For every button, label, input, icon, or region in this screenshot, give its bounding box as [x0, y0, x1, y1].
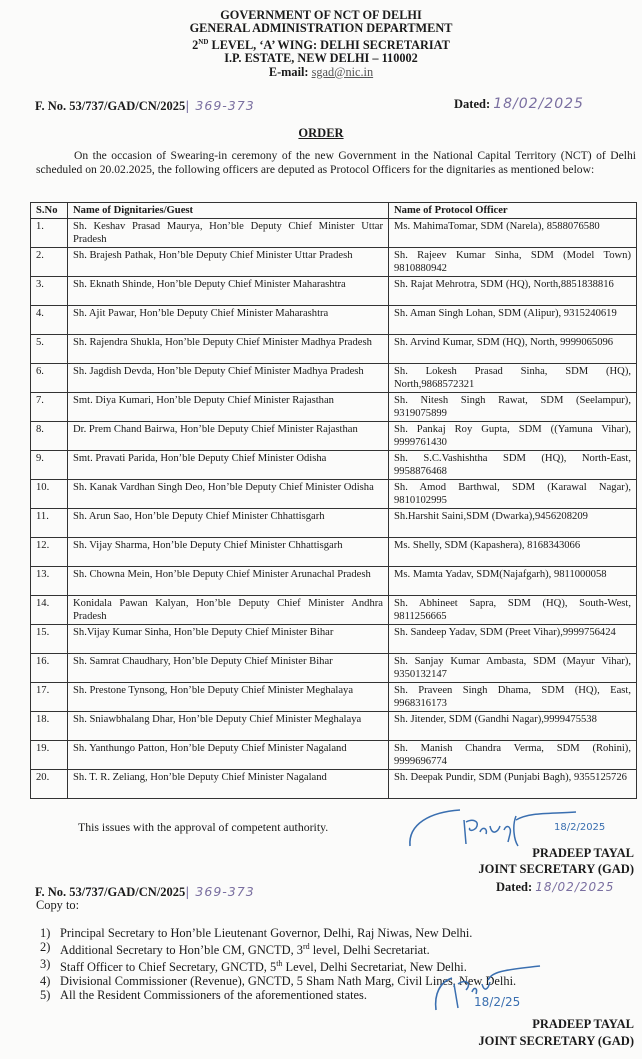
dignitary-cell: Sh. Kanak Vardhan Singh Deo, Hon’ble Deputy Chief Minister Odisha: [68, 480, 389, 509]
dated-line: [454, 96, 584, 112]
officer-cell: Sh. Jitender, SDM (Gandhi Nagar),9999475538: [389, 712, 637, 741]
dignitary-cell: Sh. Yanthungo Patton, Hon’ble Deputy Chief Minister Nagaland: [68, 741, 389, 770]
ordinal-suffix: rd: [302, 942, 310, 951]
sno-cell: 20.: [31, 770, 68, 799]
level-suffix: ND: [198, 37, 209, 46]
officer-cell: Sh. Aman Singh Lohan, SDM (Alipur), 9315240619: [389, 306, 637, 335]
officer-cell: Sh. Praveen Singh Dhama, SDM (HQ), East, 9968316173: [389, 683, 637, 712]
table-row: [31, 683, 637, 712]
signature-icon-2: [430, 962, 570, 1012]
copy-to-label: Copy to:: [36, 898, 80, 912]
copy-item-number: 4): [40, 974, 51, 989]
copy-item: [40, 926, 516, 940]
sno-cell: 7.: [31, 393, 68, 422]
dignitary-cell: Sh. Keshav Prasad Maurya, Hon’ble Deputy Chief Minister Uttar Pradesh: [68, 219, 389, 248]
copy-handwritten-date: 18/02/2025: [535, 880, 615, 894]
sno-cell: 1.: [31, 219, 68, 248]
sno-cell: 9.: [31, 451, 68, 480]
table-body: [31, 219, 637, 799]
officer-cell: Sh. Deepak Pundir, SDM (Punjabi Bagh), 9355125726: [389, 770, 637, 799]
sno-cell: 18.: [31, 712, 68, 741]
order-title: ORDER: [298, 126, 344, 140]
dignitary-cell: Sh. Prestone Tynsong, Hon’ble Deputy Chief Minister Meghalaya: [68, 683, 389, 712]
officer-cell: Sh. Manish Chandra Verma, SDM (Rohini), 9999696774: [389, 741, 637, 770]
officer-cell: Sh. Sandeep Yadav, SDM (Preet Vihar),9999756424: [389, 625, 637, 654]
officer-cell: Sh. Arvind Kumar, SDM (HQ), North, 9999065096: [389, 335, 637, 364]
dignitary-cell: Sh. Samrat Chaudhary, Hon’ble Deputy Chief Minister Bihar: [68, 654, 389, 683]
table-row: [31, 625, 637, 654]
copy-item-number: 5): [40, 988, 51, 1003]
dignitary-cell: Smt. Diya Kumari, Hon’ble Deputy Chief Minister Rajasthan: [68, 393, 389, 422]
table-row: [31, 277, 637, 306]
handwritten-date: 18/02/2025: [493, 96, 584, 112]
copy-item-number: 2): [40, 940, 51, 954]
table-row: [31, 509, 637, 538]
table-row: [31, 248, 637, 277]
officer-cell: Sh.Harshit Saini,SDM (Dwarka),9456208209: [389, 509, 637, 538]
officer-cell: Sh. Nitesh Singh Rawat, SDM (Seelampur), 9319075899: [389, 393, 637, 422]
sno-cell: 11.: [31, 509, 68, 538]
letterhead-government: GOVERNMENT OF NCT OF DELHI: [220, 8, 422, 22]
dignitary-cell: Smt. Pravati Parida, Hon’ble Deputy Chief Minister Odisha: [68, 451, 389, 480]
dignitary-cell: Sh. Brajesh Pathak, Hon’ble Deputy Chief Minister Uttar Pradesh: [68, 248, 389, 277]
table-row: [31, 596, 637, 625]
order-paragraph-text: On the occasion of Swearing-in ceremony of the new Government in the National Capital Territory (NCT) of Delhi scheduled on 20.02.2025, the following officers are deputed as Protocol Officers for the dignitaries as mentioned below:: [36, 149, 636, 176]
table-row: [31, 741, 637, 770]
dignitary-cell: Sh. Rajendra Shukla, Hon’ble Deputy Chief Minister Madhya Pradesh: [68, 335, 389, 364]
order-paragraph: [36, 149, 636, 177]
table-row: [31, 219, 637, 248]
officer-cell: Ms. MahimaTomar, SDM (Narela), 8588076580: [389, 219, 637, 248]
table-row: [31, 422, 637, 451]
signature-date-2: 18/2/25: [474, 995, 521, 1009]
letterhead-city: I.P. ESTATE, NEW DELHI – 110002: [224, 51, 418, 66]
copy-dated-label: Dated:: [496, 880, 533, 894]
signatory-name: PRADEEP TAYAL: [532, 846, 634, 860]
sno-cell: 10.: [31, 480, 68, 509]
officer-cell: Sh. Pankaj Roy Gupta, SDM ((Yamuna Vihar), 9999761430: [389, 422, 637, 451]
copy-signatory-designation: JOINT SECRETARY (GAD): [478, 1034, 634, 1048]
copy-item-text-cont: level, Delhi Secretariat.: [309, 943, 430, 958]
sno-cell: 2.: [31, 248, 68, 277]
header-dignitary: Name of Dignitaries/Guest: [68, 203, 389, 219]
letterhead-department: GENERAL ADMINISTRATION DEPARTMENT: [189, 21, 453, 36]
copy-dated-line: [496, 880, 614, 895]
officer-cell: Sh. Rajat Mehrotra, SDM (HQ), North,8851838816: [389, 277, 637, 306]
handwritten-dispatch-number: | 369-373: [185, 98, 255, 113]
sno-cell: 19.: [31, 741, 68, 770]
copy-item-number: 1): [40, 926, 51, 940]
dignitary-cell: Sh. Chowna Mein, Hon’ble Deputy Chief Minister Arunachal Pradesh: [68, 567, 389, 596]
copy-item-text: Additional Secretary to Hon’ble CM, GNCTD, 3: [60, 943, 303, 958]
signatory-designation: JOINT SECRETARY (GAD): [478, 862, 634, 876]
email-link[interactable]: sgad@nic.in: [311, 64, 374, 79]
sno-cell: 16.: [31, 654, 68, 683]
officer-cell: Sh. Lokesh Prasad Sinha, SDM (HQ), North,9868572321: [389, 364, 637, 393]
signature-icon: [400, 806, 640, 850]
file-number-text: F. No. 53/737/GAD/CN/2025: [35, 99, 186, 113]
level-number: 2: [192, 37, 199, 52]
table-row: [31, 480, 637, 509]
table-row: [31, 654, 637, 683]
sno-cell: 6.: [31, 364, 68, 393]
dignitary-cell: Sh. Arun Sao, Hon’ble Deputy Chief Minister Chhattisgarh: [68, 509, 389, 538]
copy-item-text-cont: Level, Delhi Secretariat, New Delhi.: [282, 960, 467, 975]
officer-cell: Ms. Mamta Yadav, SDM(Najafgarh), 9811000058: [389, 567, 637, 596]
file-number: [35, 98, 255, 114]
dignitary-cell: Sh. Vijay Sharma, Hon’ble Deputy Chief Minister Chhattisgarh: [68, 538, 389, 567]
wing-text: LEVEL, ‘A’ WING: DELHI SECRETARIAT: [208, 37, 450, 52]
copy-signatory-name: PRADEEP TAYAL: [532, 1017, 634, 1031]
approval-text: This issues with the approval of competent authority.: [78, 820, 329, 834]
copy-file-number-text: F. No. 53/737/GAD/CN/2025: [35, 885, 186, 899]
dignitary-cell: Sh. Ajit Pawar, Hon’ble Deputy Chief Minister Maharashtra: [68, 306, 389, 335]
dignitary-cell: Sh. T. R. Zeliang, Hon’ble Deputy Chief Minister Nagaland: [68, 770, 389, 799]
sno-cell: 8.: [31, 422, 68, 451]
table-row: [31, 712, 637, 741]
officer-cell: Sh. S.C.Vashishtha SDM (HQ), North-East, 9958876468: [389, 451, 637, 480]
signature-date: 18/2/2025: [554, 822, 606, 833]
sno-cell: 5.: [31, 335, 68, 364]
letterhead: [0, 9, 642, 79]
table-row: [31, 306, 637, 335]
officer-cell: Sh. Abhineet Sapra, SDM (HQ), South-West, 9811256665: [389, 596, 637, 625]
copy-handwritten-dispatch-number: | 369-373: [185, 884, 255, 899]
dignitary-cell: Sh.Vijay Kumar Sinha, Hon’ble Deputy Chief Minister Bihar: [68, 625, 389, 654]
sno-cell: 3.: [31, 277, 68, 306]
copy-item-text: Staff Officer to Chief Secretary, GNCTD, 5: [60, 960, 277, 975]
table-row: [31, 335, 637, 364]
sno-cell: 17.: [31, 683, 68, 712]
sno-cell: 13.: [31, 567, 68, 596]
officer-cell: Sh. Amod Barthwal, SDM (Karawal Nagar), 9810102995: [389, 480, 637, 509]
table-row: [31, 770, 637, 799]
officer-cell: Sh. Rajeev Kumar Sinha, SDM (Model Town) 9810880942: [389, 248, 637, 277]
dignitary-cell: Sh. Jagdish Devda, Hon’ble Deputy Chief Minister Madhya Pradesh: [68, 364, 389, 393]
email-label: E-mail:: [268, 64, 312, 79]
sno-cell: 14.: [31, 596, 68, 625]
dignitary-cell: Konidala Pawan Kalyan, Hon’ble Deputy Chief Minister Andhra Pradesh: [68, 596, 389, 625]
copy-item: [40, 940, 516, 957]
header-officer: Name of Protocol Officer: [389, 203, 637, 219]
table-row: [31, 364, 637, 393]
copy-item-number: 3): [40, 957, 51, 972]
table-header-row: [31, 203, 637, 219]
officer-cell: Ms. Shelly, SDM (Kapashera), 8168343066: [389, 538, 637, 567]
table-row: [31, 451, 637, 480]
copy-item-text: All the Resident Commissioners of the aforementioned states.: [60, 988, 367, 1003]
ordinal-suffix: th: [276, 959, 283, 969]
sno-cell: 15.: [31, 625, 68, 654]
dignitary-cell: Dr. Prem Chand Bairwa, Hon’ble Deputy Chief Minister Rajasthan: [68, 422, 389, 451]
copy-item-text: Principal Secretary to Hon’ble Lieutenant Governor, Delhi, Raj Niwas, New Delhi.: [60, 926, 473, 940]
copy-item-text: Divisional Commissioner (Revenue), GNCTD, 5 Sham Nath Marg, Civil Lines, New Delhi.: [60, 974, 517, 989]
officer-cell: Sh. Sanjay Kumar Ambasta, SDM (Mayur Vihar), 9350132147: [389, 654, 637, 683]
header-sno: S.No: [31, 203, 68, 219]
table-row: [31, 538, 637, 567]
sno-cell: 12.: [31, 538, 68, 567]
table-row: [31, 393, 637, 422]
dignitary-cell: Sh. Sniawbhalang Dhar, Hon’ble Deputy Chief Minister Meghalaya: [68, 712, 389, 741]
letterhead-email: [0, 66, 642, 79]
dignitary-cell: Sh. Eknath Shinde, Hon’ble Deputy Chief Minister Maharashtra: [68, 277, 389, 306]
protocol-officers-table: [30, 202, 637, 799]
letterhead-address-line: [0, 36, 642, 53]
table-row: [31, 567, 637, 596]
sno-cell: 4.: [31, 306, 68, 335]
dated-label: Dated:: [454, 97, 491, 111]
